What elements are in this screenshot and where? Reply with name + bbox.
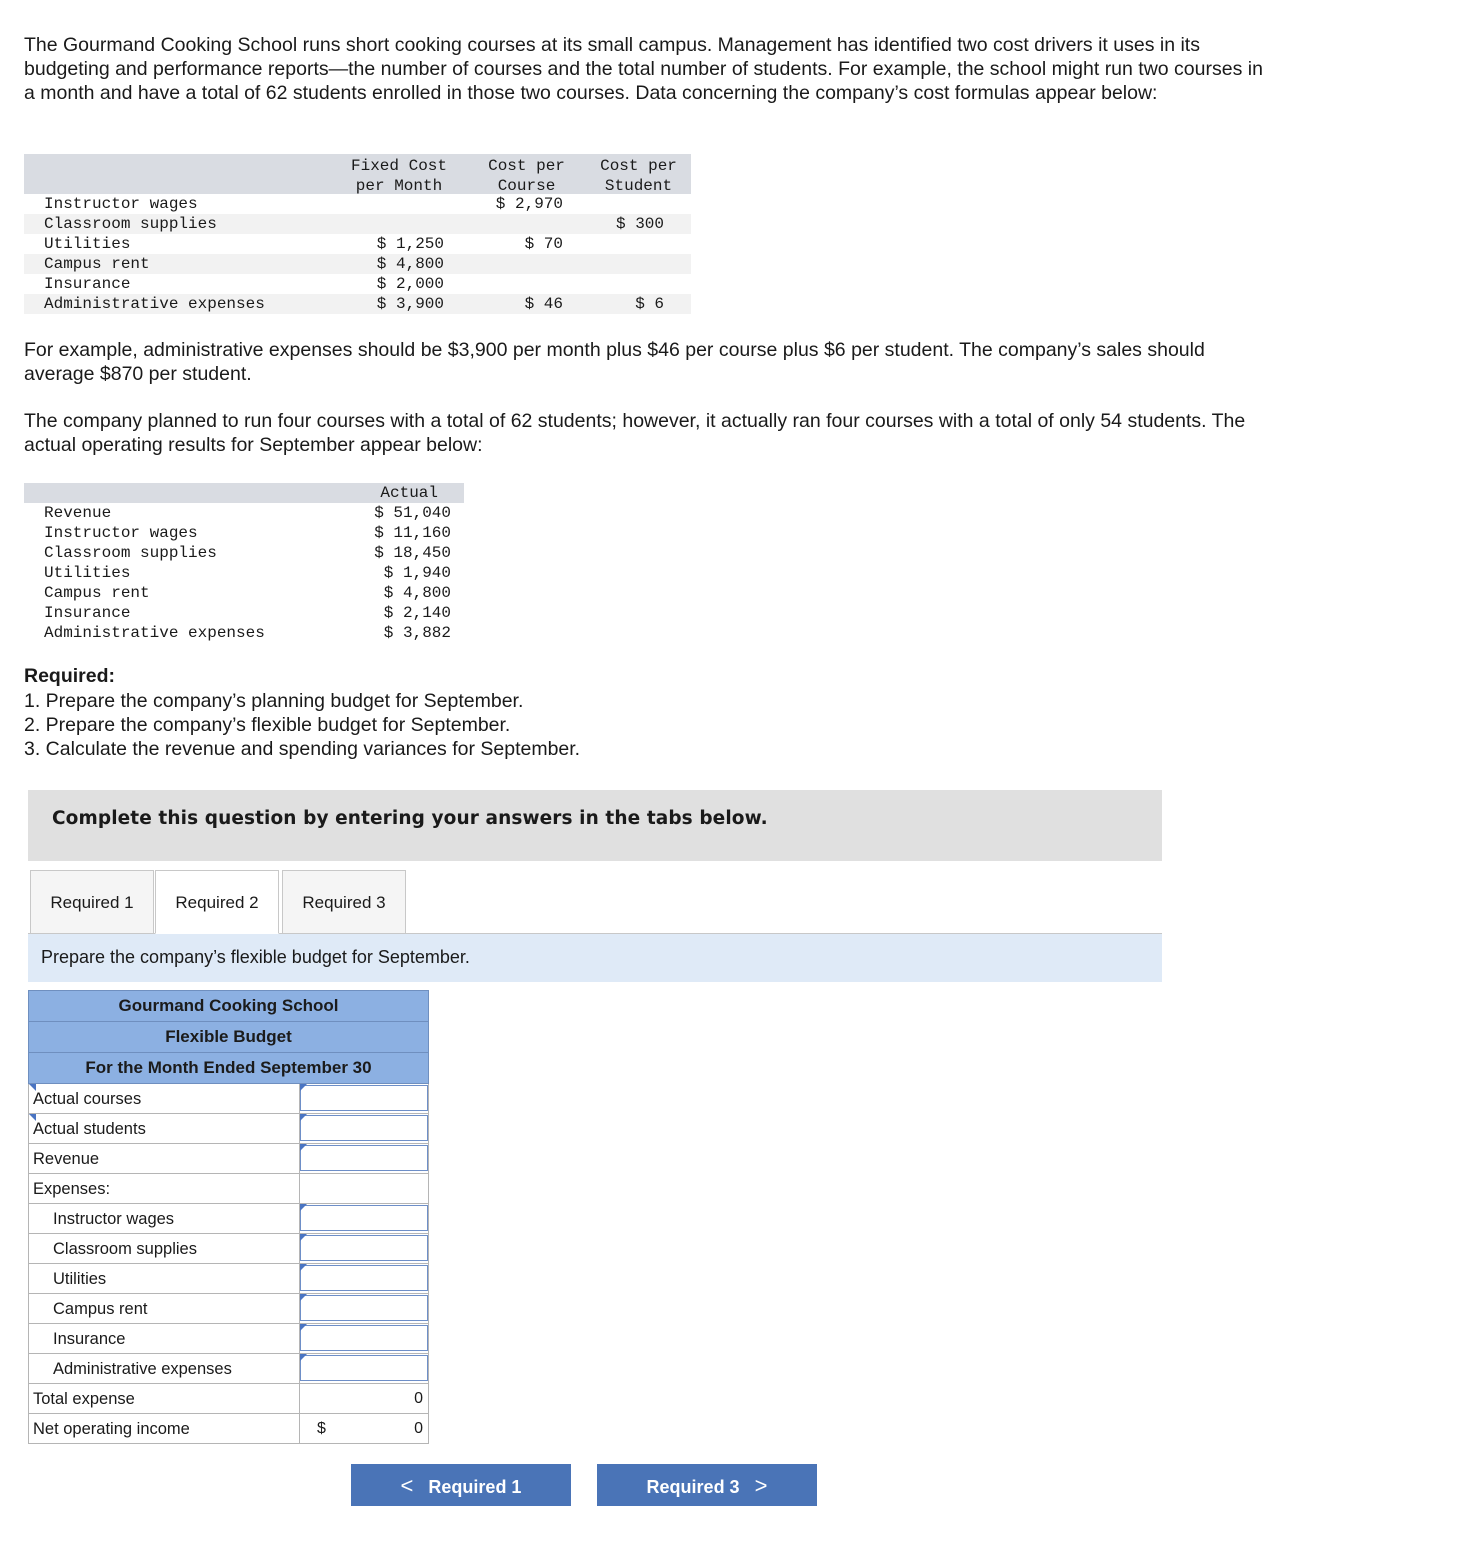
instruction-bar: Prepare the company’s flexible budget for September. [28,934,1162,982]
insurance-input[interactable] [300,1325,428,1351]
actual-results-table [24,483,464,643]
revenue-input[interactable] [300,1145,428,1171]
currency-symbol: $ [317,1420,326,1437]
next-required-3-button[interactable] [597,1464,817,1506]
classroom-supplies-input[interactable] [300,1235,428,1261]
actual-row-instructor-wages: Instructor wages $ 11,160 [44,524,451,542]
net-operating-income-value: 0 [414,1420,423,1437]
chevron-right-icon: > [754,1473,768,1498]
actual-table-header: Actual [24,483,464,503]
row-expenses-heading: Expenses: [28,1174,429,1204]
actual-row-classroom-supplies: Classroom supplies $ 18,450 [44,544,451,562]
next-button-label: Required 3 [646,1477,740,1497]
total-expense-value: 0 [414,1390,423,1407]
planned-paragraph: The company planned to run four courses with a total of 62 students; however, it actually ran four courses with a total of only 54 students. The actual operating results for September appear below: [24,410,1246,456]
company-name: Gourmand Cooking School [29,991,428,1022]
row-revenue: Revenue [28,1144,429,1174]
campus-rent-input[interactable] [300,1295,428,1321]
cost-row-insurance: Insurance $ 2,000 [44,275,444,293]
flexible-budget-header [28,990,429,1084]
cost-row-campus-rent: Campus rent $ 4,800 [24,254,691,274]
actual-courses-input[interactable] [300,1085,428,1111]
cost-row-utilities: Utilities $ 1,250 $ 70 [44,235,563,253]
row-utilities: Utilities [28,1264,429,1294]
administrative-expenses-input[interactable] [300,1355,428,1381]
input-marker-icon [300,1354,307,1361]
actual-students-input[interactable] [300,1115,428,1141]
actual-row-campus-rent: Campus rent $ 4,800 [44,584,451,602]
row-total-expense: Total expense 0 [28,1384,429,1414]
input-marker-icon [300,1324,307,1331]
required-item: 1. Prepare the company’s planning budget for September. [24,690,524,712]
utilities-input[interactable] [300,1265,428,1291]
input-marker-icon [300,1264,307,1271]
row-actual-courses: Actual courses [28,1084,429,1114]
prev-required-1-button[interactable] [351,1464,571,1506]
row-classroom-supplies: Classroom supplies [28,1234,429,1264]
header-cost-per-course: Cost per Course [488,157,565,195]
input-marker-icon [300,1204,307,1211]
cost-formula-table [24,154,691,314]
row-actual-students: Actual students [28,1114,429,1144]
tab-required-2[interactable]: Required 2 [155,870,279,934]
budget-period: For the Month Ended September 30 [29,1053,428,1084]
flexible-budget-table [28,990,429,1444]
instructor-wages-input[interactable] [300,1205,428,1231]
row-campus-rent: Campus rent [28,1294,429,1324]
tab-required-1[interactable]: Required 1 [30,870,154,933]
prev-button-label: Required 1 [428,1477,522,1497]
input-marker-icon [300,1234,307,1241]
example-paragraph: For example, administrative expenses should be $3,900 per month plus $46 per course plus $6 per student. The company’s sales should average $870 per student. [24,339,1205,385]
input-marker-icon [300,1084,307,1091]
row-insurance: Insurance [28,1324,429,1354]
row-net-operating-income: Net operating income $ 0 [28,1414,429,1444]
cost-table-header [24,154,691,194]
intro-paragraph: The Gourmand Cooking School runs short cooking courses at its small campus. Management has identified two cost drivers it uses in its budgeting and performance reports—the number of courses and the total number of students. For example, the school might run two courses in a month and have a total of 62 students enrolled in those two courses. Data concerning the company’s cost formulas appear below: [24,34,1263,104]
cost-row-classroom-supplies: Classroom supplies $ 300 [24,214,691,234]
actual-row-utilities: Utilities $ 1,940 [44,564,451,582]
header-cost-per-student: Cost per Student [600,157,677,195]
complete-question-banner: Complete this question by entering your answers in the tabs below. [28,790,1162,861]
actual-row-insurance: Insurance $ 2,140 [44,604,451,622]
required-list [24,689,580,761]
input-marker-icon [300,1144,307,1151]
input-marker-icon [300,1294,307,1301]
chevron-left-icon: < [400,1473,414,1498]
actual-row-administrative-expenses: Administrative expenses $ 3,882 [44,624,451,642]
cost-row-instructor-wages: Instructor wages $ 2,970 [44,195,563,213]
row-administrative-expenses: Administrative expenses [28,1354,429,1384]
required-item: 2. Prepare the company’s flexible budget for September. [24,714,511,736]
header-fixed-cost: Fixed Cost per Month [350,157,447,195]
required-item: 3. Calculate the revenue and spending variances for September. [24,738,581,760]
budget-title: Flexible Budget [29,1022,428,1053]
cost-row-administrative-expenses: Administrative expenses $ 3,900 $ 46 $ 6 [24,294,691,314]
input-marker-icon [300,1114,307,1121]
required-title: Required: [24,665,116,687]
actual-row-revenue: Revenue $ 51,040 [44,504,451,522]
row-instructor-wages: Instructor wages [28,1204,429,1234]
tab-required-3[interactable]: Required 3 [282,870,406,933]
